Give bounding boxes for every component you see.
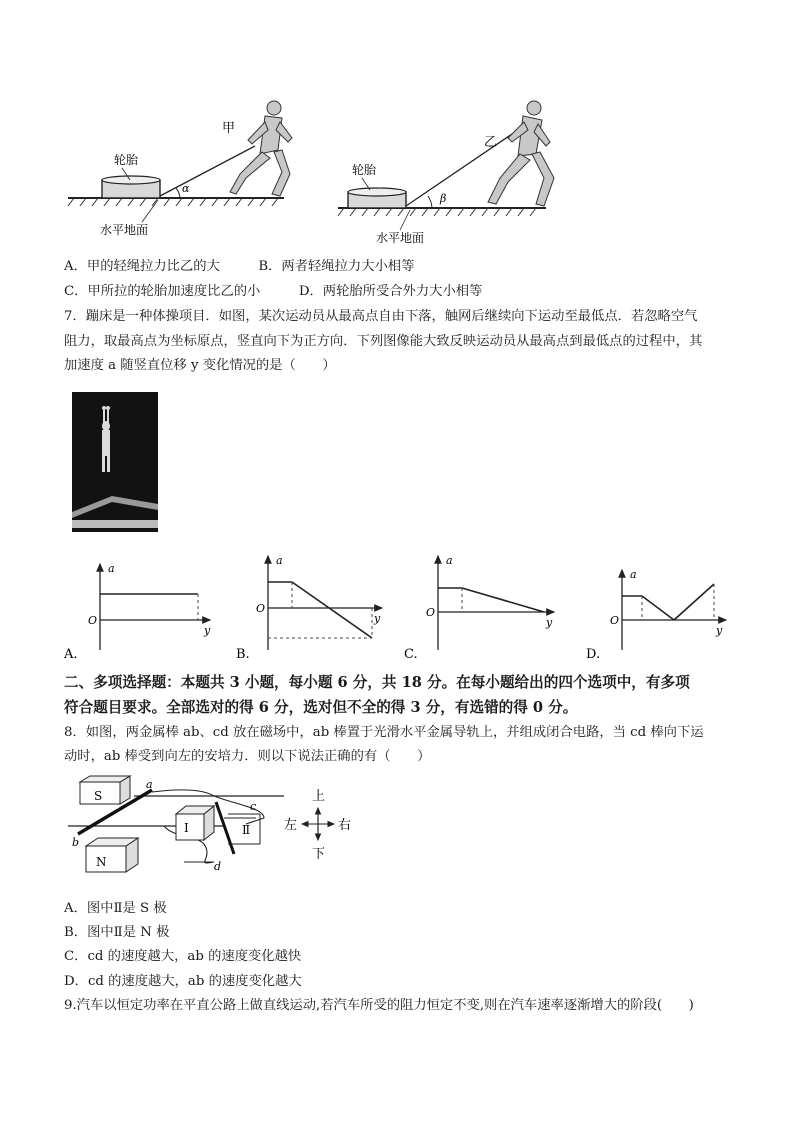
section2-heading-line2: 符合题目要求。全部选对的得 6 分，选对但不全的得 3 分，有选错的得 0 分。: [64, 699, 578, 716]
graph-d-origin: O: [610, 614, 620, 627]
q8-option-d[interactable]: D．cd 的速度越大，ab 的速度变化越大: [64, 974, 302, 989]
tire-label-right: 轮胎: [352, 163, 377, 177]
magnet-n-label: N: [96, 855, 107, 869]
graph-b-y-label: a: [276, 554, 283, 567]
tire-label-left: 轮胎: [114, 153, 139, 167]
graph-a-y-label: a: [108, 562, 115, 575]
graph-d-label[interactable]: D.: [586, 647, 601, 662]
q7-text-line3: 加速度 a 随竖直位移 y 变化情况的是（ ）: [64, 358, 336, 373]
q8-figure: [64, 774, 364, 884]
graph-a[interactable]: [100, 564, 210, 650]
q6-figure: [60, 88, 580, 253]
q6-options-row1: [64, 258, 414, 276]
graph-c-origin: O: [426, 606, 436, 619]
runner-left: [230, 101, 292, 196]
q7-text-line1: 7．蹦床是一种体操项目．如图，某次运动员从最高点自由下落，触网后继续向下运动至最低点．若忽略空气: [64, 309, 698, 324]
graph-b-label[interactable]: B.: [236, 647, 250, 662]
graph-b-origin: O: [256, 602, 266, 615]
q9-text-line1: 9.汽车以恒定功率在平直公路上做直线运动,若汽车所受的阻力恒定不变,则在汽车速率逐渐增大的阶段( ): [64, 998, 694, 1013]
q6-option-c[interactable]: C．甲所拉的轮胎加速度比乙的小: [64, 284, 261, 299]
compass-right: 右: [338, 818, 352, 833]
person-yi: 乙: [484, 135, 498, 150]
q7-graphs: [60, 550, 740, 662]
q8-option-c[interactable]: C．cd 的速度越大，ab 的速度变化越快: [64, 949, 302, 964]
label-b: b: [72, 836, 80, 849]
magnet-s: [80, 776, 130, 804]
ground-label-left: 水平地面: [100, 223, 149, 237]
magnet-one: [176, 806, 214, 840]
angle-beta: β: [440, 192, 447, 205]
q7-text-line2: 阻力，取最高点为坐标原点，竖直向下为正方向．下列图像能大致反映运动员从最高点到最低点的过程中，其: [64, 334, 703, 349]
graph-d[interactable]: [622, 570, 726, 650]
magnet-s-label: S: [94, 789, 103, 803]
q6-option-a[interactable]: A．甲的轻绳拉力比乙的大: [64, 259, 220, 274]
person-jia: 甲: [222, 121, 236, 136]
trampoline-photo: [72, 392, 158, 532]
label-c: c: [250, 800, 257, 813]
angle-alpha: α: [182, 182, 190, 195]
compass-down: 下: [312, 847, 326, 862]
q6-options-row2: [64, 283, 482, 301]
magnet-n: [86, 838, 138, 872]
q6-option-b[interactable]: B．两者轻绳拉力大小相等: [258, 259, 415, 274]
direction-compass: [302, 808, 334, 840]
graph-d-x-label: y: [716, 624, 723, 637]
graph-c-y-label: a: [446, 554, 453, 567]
section2-heading-line1: 二、多项选择题：本题共 3 小题，每小题 6 分，共 18 分。在每小题给出的四个选项中，有多项: [64, 674, 690, 691]
q8-text-line1: 8．如图，两金属棒 ab、cd 放在磁场中，ab 棒置于光滑水平金属导轨上，并组成闭合电路，当 cd 棒向下运: [64, 725, 704, 740]
q8-text-line2: 动时，ab 棒受到向左的安培力．则以下说法正确的有（ ）: [64, 749, 431, 764]
ground-label-right: 水平地面: [376, 231, 425, 245]
graph-b-x-label: y: [374, 612, 381, 625]
magnet-one-label: Ⅰ: [184, 821, 189, 835]
q8-option-b[interactable]: B．图中Ⅱ是 N 极: [64, 925, 170, 940]
label-d: d: [214, 860, 222, 873]
rope-left: [160, 146, 255, 196]
label-a: a: [146, 778, 153, 791]
graph-a-origin: O: [88, 614, 98, 627]
graph-c[interactable]: [438, 556, 554, 650]
q8-option-a[interactable]: A．图中Ⅱ是 S 极: [64, 901, 167, 916]
graph-a-label[interactable]: A.: [64, 647, 78, 662]
graph-b[interactable]: [268, 556, 382, 650]
rod-cd: [216, 802, 234, 854]
graph-d-y-label: a: [630, 568, 637, 581]
graph-c-x-label: y: [546, 616, 553, 629]
compass-left: 左: [284, 818, 298, 833]
graph-c-label[interactable]: C.: [404, 647, 418, 662]
runner-right: [488, 101, 554, 206]
graph-a-x-label: y: [204, 624, 211, 637]
magnet-two-label: Ⅱ: [242, 823, 251, 837]
q6-left-scene: [68, 101, 292, 206]
compass-up: 上: [312, 789, 326, 804]
q6-option-d[interactable]: D．两轮胎所受合外力大小相等: [298, 284, 483, 299]
